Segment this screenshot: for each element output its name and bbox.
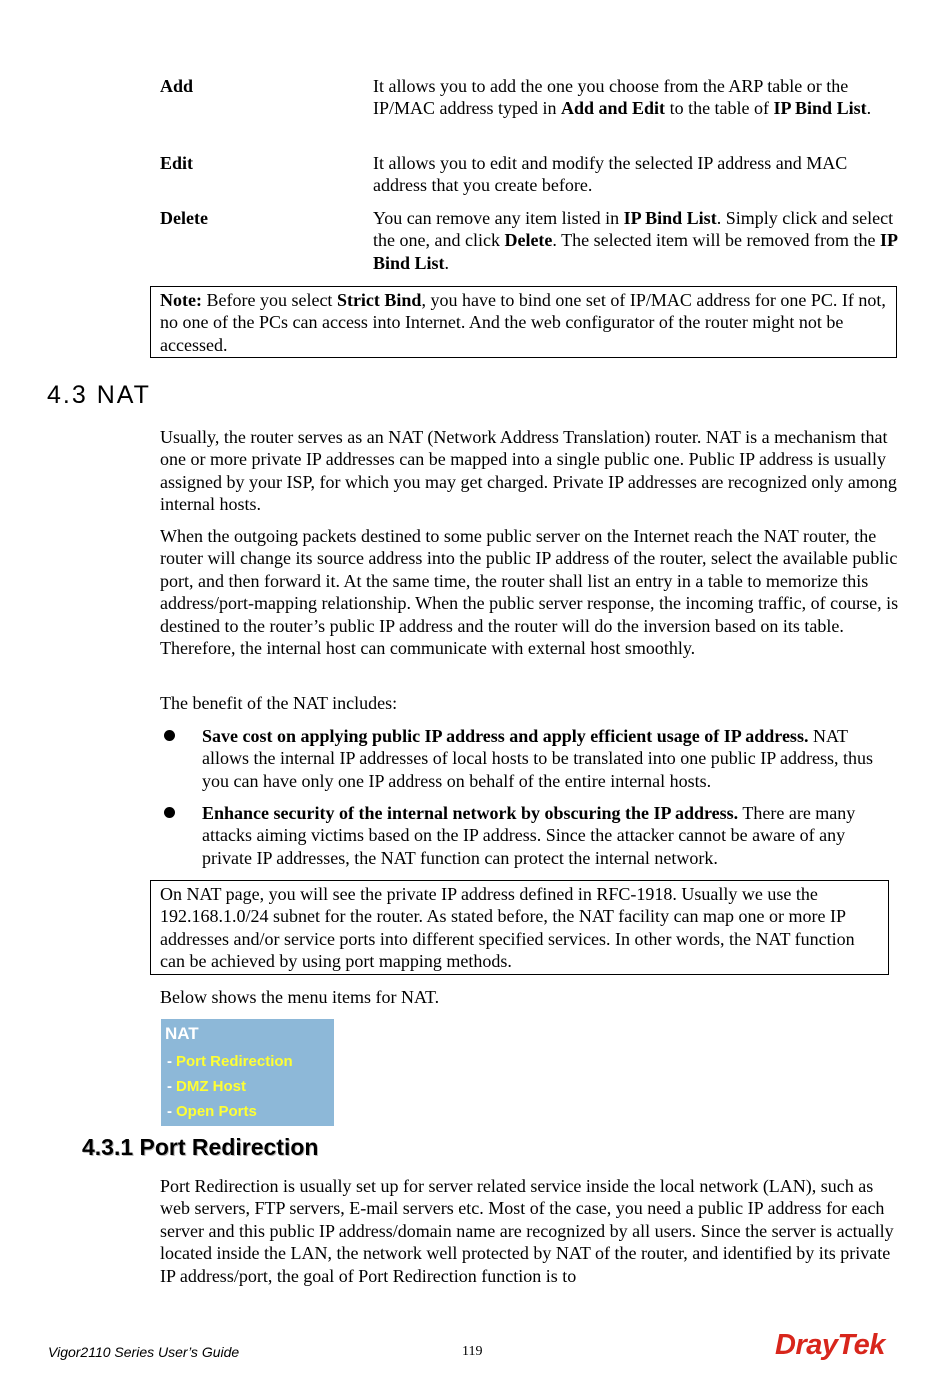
definition-term: Delete xyxy=(160,208,208,228)
bullet-text: Save cost on applying public IP address and apply efficient usage of IP address. NAT allows the internal IP addresses of local hosts to be translated into one public IP address, thus you can have only one IP address on behalf of the entire internal hosts. xyxy=(202,726,874,791)
footer-page-number: 119 xyxy=(462,1344,483,1359)
section-heading: 4.3 NAT xyxy=(47,381,151,409)
bullet-item xyxy=(160,725,900,795)
dash-icon: - xyxy=(167,1078,172,1095)
bullet-item xyxy=(160,802,900,872)
paragraph-menu-intro: Below shows the menu items for NAT. xyxy=(160,987,440,1007)
paragraph-port-redirection: Port Redirection is usually set up for server related service inside the local network (LAN), such as web servers, FTP servers, E-mail servers etc. Most of the case, you need a public IP address for each server and this public IP address/domain name are recognized by all users. Since the server is actually located inside the LAN, the network well protected by NAT of the router, and identified by its private IP address/port, the goal of Port Redirection function is to xyxy=(160,1176,894,1286)
nat-menu-item-dmz-host[interactable]: - DMZ Host xyxy=(167,1078,246,1095)
bullet-dot-icon xyxy=(164,807,175,818)
definition-desc: It allows you to edit and modify the selected IP address and MAC address that you create before. xyxy=(373,153,848,196)
definition-edit xyxy=(160,152,900,200)
note-box-nat-page: On NAT page, you will see the private IP address defined in RFC-1918. Usually we use the 192.168.1.0/24 subnet for the router. As stated before, the NAT facility can map one or more IP addresses and/or service ports into different specified services. In other words, the NAT function can be achieved by using port mapping methods. xyxy=(150,880,889,975)
dash-icon: - xyxy=(167,1053,172,1070)
nat-menu-item-port-redirection[interactable]: - Port Redirection xyxy=(167,1053,293,1070)
definition-add xyxy=(160,75,900,145)
bullet-text: Enhance security of the internal network by obscuring the IP address. There are many attacks aiming victims based on the IP address. Since the attacker cannot be aware of any private IP addresses, the NAT function can protect the internal network. xyxy=(202,803,856,868)
dash-icon: - xyxy=(167,1103,172,1120)
definition-term: Edit xyxy=(160,153,194,173)
paragraph-nat-intro: Usually, the router serves as an NAT (Network Address Translation) router. NAT is a mechanism that one or more private IP addresses can be mapped into a single public one. Public IP address is usually assigned by your ISP, for which you may get charged. Private IP addresses are recognized only among internal hosts. xyxy=(160,427,897,515)
definition-desc: It allows you to add the one you choose from the ARP table or the IP/MAC address typed in Add and Edit to the table of IP Bind List. xyxy=(373,76,872,119)
note-label: Note: xyxy=(160,290,202,310)
nat-menu-panel xyxy=(161,1019,334,1126)
bullet-dot-icon xyxy=(164,730,175,741)
paragraph-nat-process: When the outgoing packets destined to some public server on the Internet reach the NAT router, the router will change its source address into the public IP address of the router, select the available public port, and then forward it. At the same time, the router shall list an entry in a table to memorize this address/port-mapping relationship. When the public server response, the incoming traffic, of course, is destined to the router’s public IP address and the router will do the inversion based on its table. Therefore, the internal host can communicate with external host smoothly. xyxy=(160,526,899,659)
nat-menu-title: NAT xyxy=(165,1024,199,1043)
paragraph-benefit-intro: The benefit of the NAT includes: xyxy=(160,693,398,713)
nat-menu-item-open-ports[interactable]: - Open Ports xyxy=(167,1103,257,1120)
footer-guide-title: Vigor2110 Series User’s Guide xyxy=(48,1344,240,1360)
note-box-strict-bind: Note: Before you select Strict Bind, you have to bind one set of IP/MAC address for one PC. If not, no one of the PCs can access into Internet. And the web configurator of the router might not be accessed. xyxy=(150,286,897,358)
definition-desc: You can remove any item listed in IP Bind List. Simply click and select the one, and click Delete. The selected item will be removed from the IP Bind List. xyxy=(373,208,897,273)
definition-delete xyxy=(160,207,900,277)
definition-term: Add xyxy=(160,76,194,96)
draytek-logo: DrayTek xyxy=(775,1329,885,1361)
subsection-heading: 4.3.1 Port Redirection xyxy=(82,1134,319,1160)
